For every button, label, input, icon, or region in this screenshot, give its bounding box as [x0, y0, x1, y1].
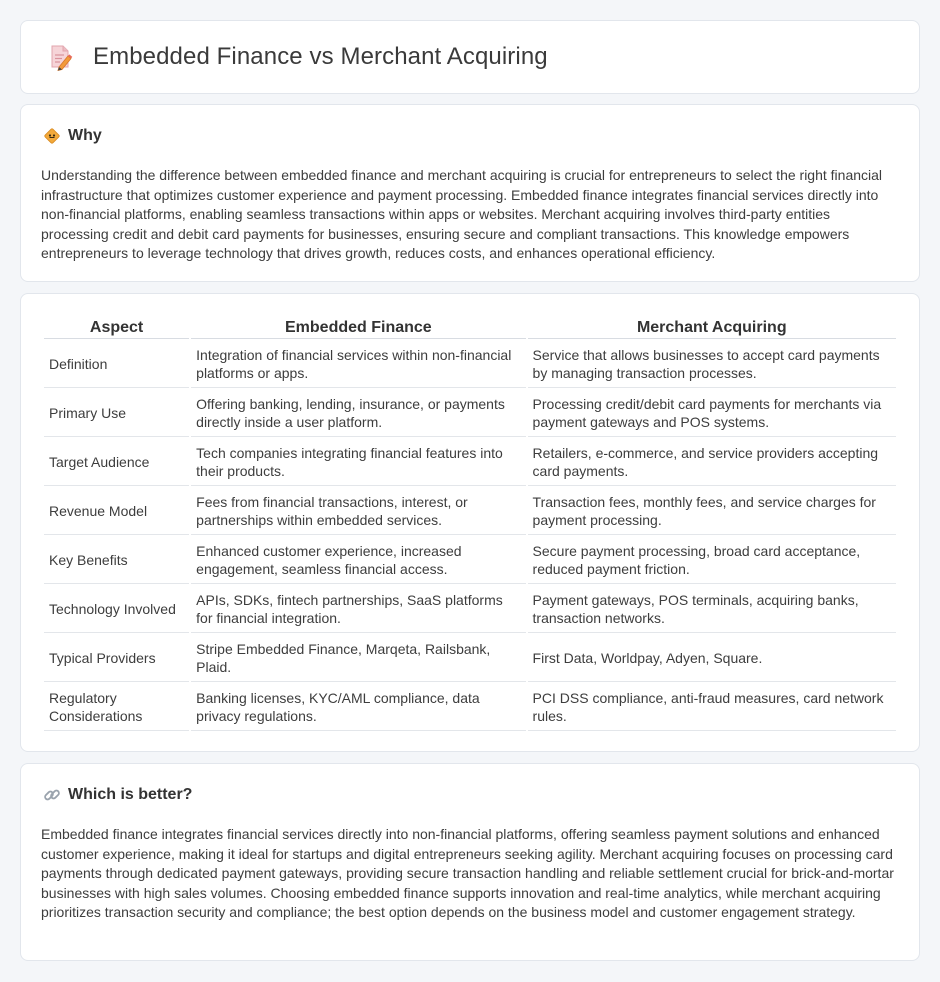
cell-aspect: Regulatory Considerations — [44, 684, 189, 731]
cell-embedded-finance: Offering banking, lending, insurance, or payments directly inside a user platform. — [191, 390, 525, 437]
cell-embedded-finance: Banking licenses, KYC/AML compliance, data privacy regulations. — [191, 684, 525, 731]
cell-merchant-acquiring: Processing credit/debit card payments for merchants via payment gateways and POS systems. — [528, 390, 896, 437]
why-text: Understanding the difference between embedded finance and merchant acquiring is crucial for entrepreneurs to select the right financial infrastructure that optimizes customer experience and payment processing. Embedded finance integrates financial services directly into non-financial platforms, enabling seamless transactions within apps or websites. Merchant acquiring involves third-party entities processing credit and debit card payments for businesses, ensuring secure and compliant transactions. This knowledge empowers entrepreneurs to leverage technology that drives growth, reduces costs, and enhances operational efficiency. — [41, 167, 883, 262]
document-pencil-icon — [47, 43, 73, 71]
cell-merchant-acquiring: PCI DSS compliance, anti-fraud measures, card network rules. — [528, 684, 896, 731]
cell-merchant-acquiring: Service that allows businesses to accept card payments by managing transaction processes. — [528, 341, 896, 388]
page-title: Embedded Finance vs Merchant Acquiring — [93, 43, 548, 70]
table-row — [44, 439, 896, 486]
why-heading-row — [43, 127, 102, 145]
cell-merchant-acquiring: Secure payment processing, broad card acceptance, reduced payment friction. — [528, 537, 896, 584]
cell-embedded-finance: Integration of financial services within non-financial platforms or apps. — [191, 341, 525, 388]
table-row — [44, 586, 896, 633]
better-heading: Which is better? — [68, 786, 193, 803]
header-aspect: Aspect — [44, 318, 189, 339]
table-row — [44, 390, 896, 437]
table-header-row — [44, 318, 896, 339]
diamond-sign-icon — [43, 127, 61, 145]
cell-aspect: Technology Involved — [44, 586, 189, 633]
cell-aspect: Typical Providers — [44, 635, 189, 682]
cell-merchant-acquiring: Retailers, e-commerce, and service providers accepting card payments. — [528, 439, 896, 486]
link-icon — [43, 786, 61, 804]
cell-merchant-acquiring: Transaction fees, monthly fees, and service charges for payment processing. — [528, 488, 896, 535]
table-row — [44, 488, 896, 535]
title-row — [47, 43, 548, 71]
cell-merchant-acquiring: Payment gateways, POS terminals, acquiring banks, transaction networks. — [528, 586, 896, 633]
why-card — [20, 104, 920, 282]
header-embedded-finance: Embedded Finance — [191, 318, 525, 339]
table-row — [44, 635, 896, 682]
header-card — [20, 20, 920, 94]
cell-aspect: Revenue Model — [44, 488, 189, 535]
cell-embedded-finance: Tech companies integrating financial features into their products. — [191, 439, 525, 486]
cell-aspect: Primary Use — [44, 390, 189, 437]
better-heading-row — [43, 786, 192, 804]
cell-embedded-finance: Enhanced customer experience, increased engagement, seamless financial access. — [191, 537, 525, 584]
cell-merchant-acquiring: First Data, Worldpay, Adyen, Square. — [528, 635, 896, 682]
cell-embedded-finance: Fees from financial transactions, interest, or partnerships within embedded services. — [191, 488, 525, 535]
table-row — [44, 684, 896, 731]
which-is-better-card — [20, 763, 920, 961]
cell-embedded-finance: APIs, SDKs, fintech partnerships, SaaS platforms for financial integration. — [191, 586, 525, 633]
table-row — [44, 537, 896, 584]
why-heading: Why — [68, 127, 102, 144]
cell-aspect: Definition — [44, 341, 189, 388]
cell-aspect: Key Benefits — [44, 537, 189, 584]
better-text: Embedded finance integrates financial services directly into non-financial platforms, offering seamless payment solutions and enhanced customer experience, making it ideal for startups and digital entrepreneurs seeking agility. Merchant acquiring focuses on processing card payments through dedicated payment gateways, providing secure transaction handling and reliable settlement crucial for brick-and-mortar businesses with high sales volumes. Choosing embedded finance supports innovation and real-time analytics, while merchant acquiring prioritizes transaction security and compliance; the best option depends on the business model and customer engagement strategy. — [41, 826, 894, 921]
cell-embedded-finance: Stripe Embedded Finance, Marqeta, Railsbank, Plaid. — [191, 635, 525, 682]
header-merchant-acquiring: Merchant Acquiring — [528, 318, 896, 339]
cell-aspect: Target Audience — [44, 439, 189, 486]
comparison-card — [20, 293, 920, 752]
comparison-table — [42, 316, 898, 733]
table-row — [44, 341, 896, 388]
